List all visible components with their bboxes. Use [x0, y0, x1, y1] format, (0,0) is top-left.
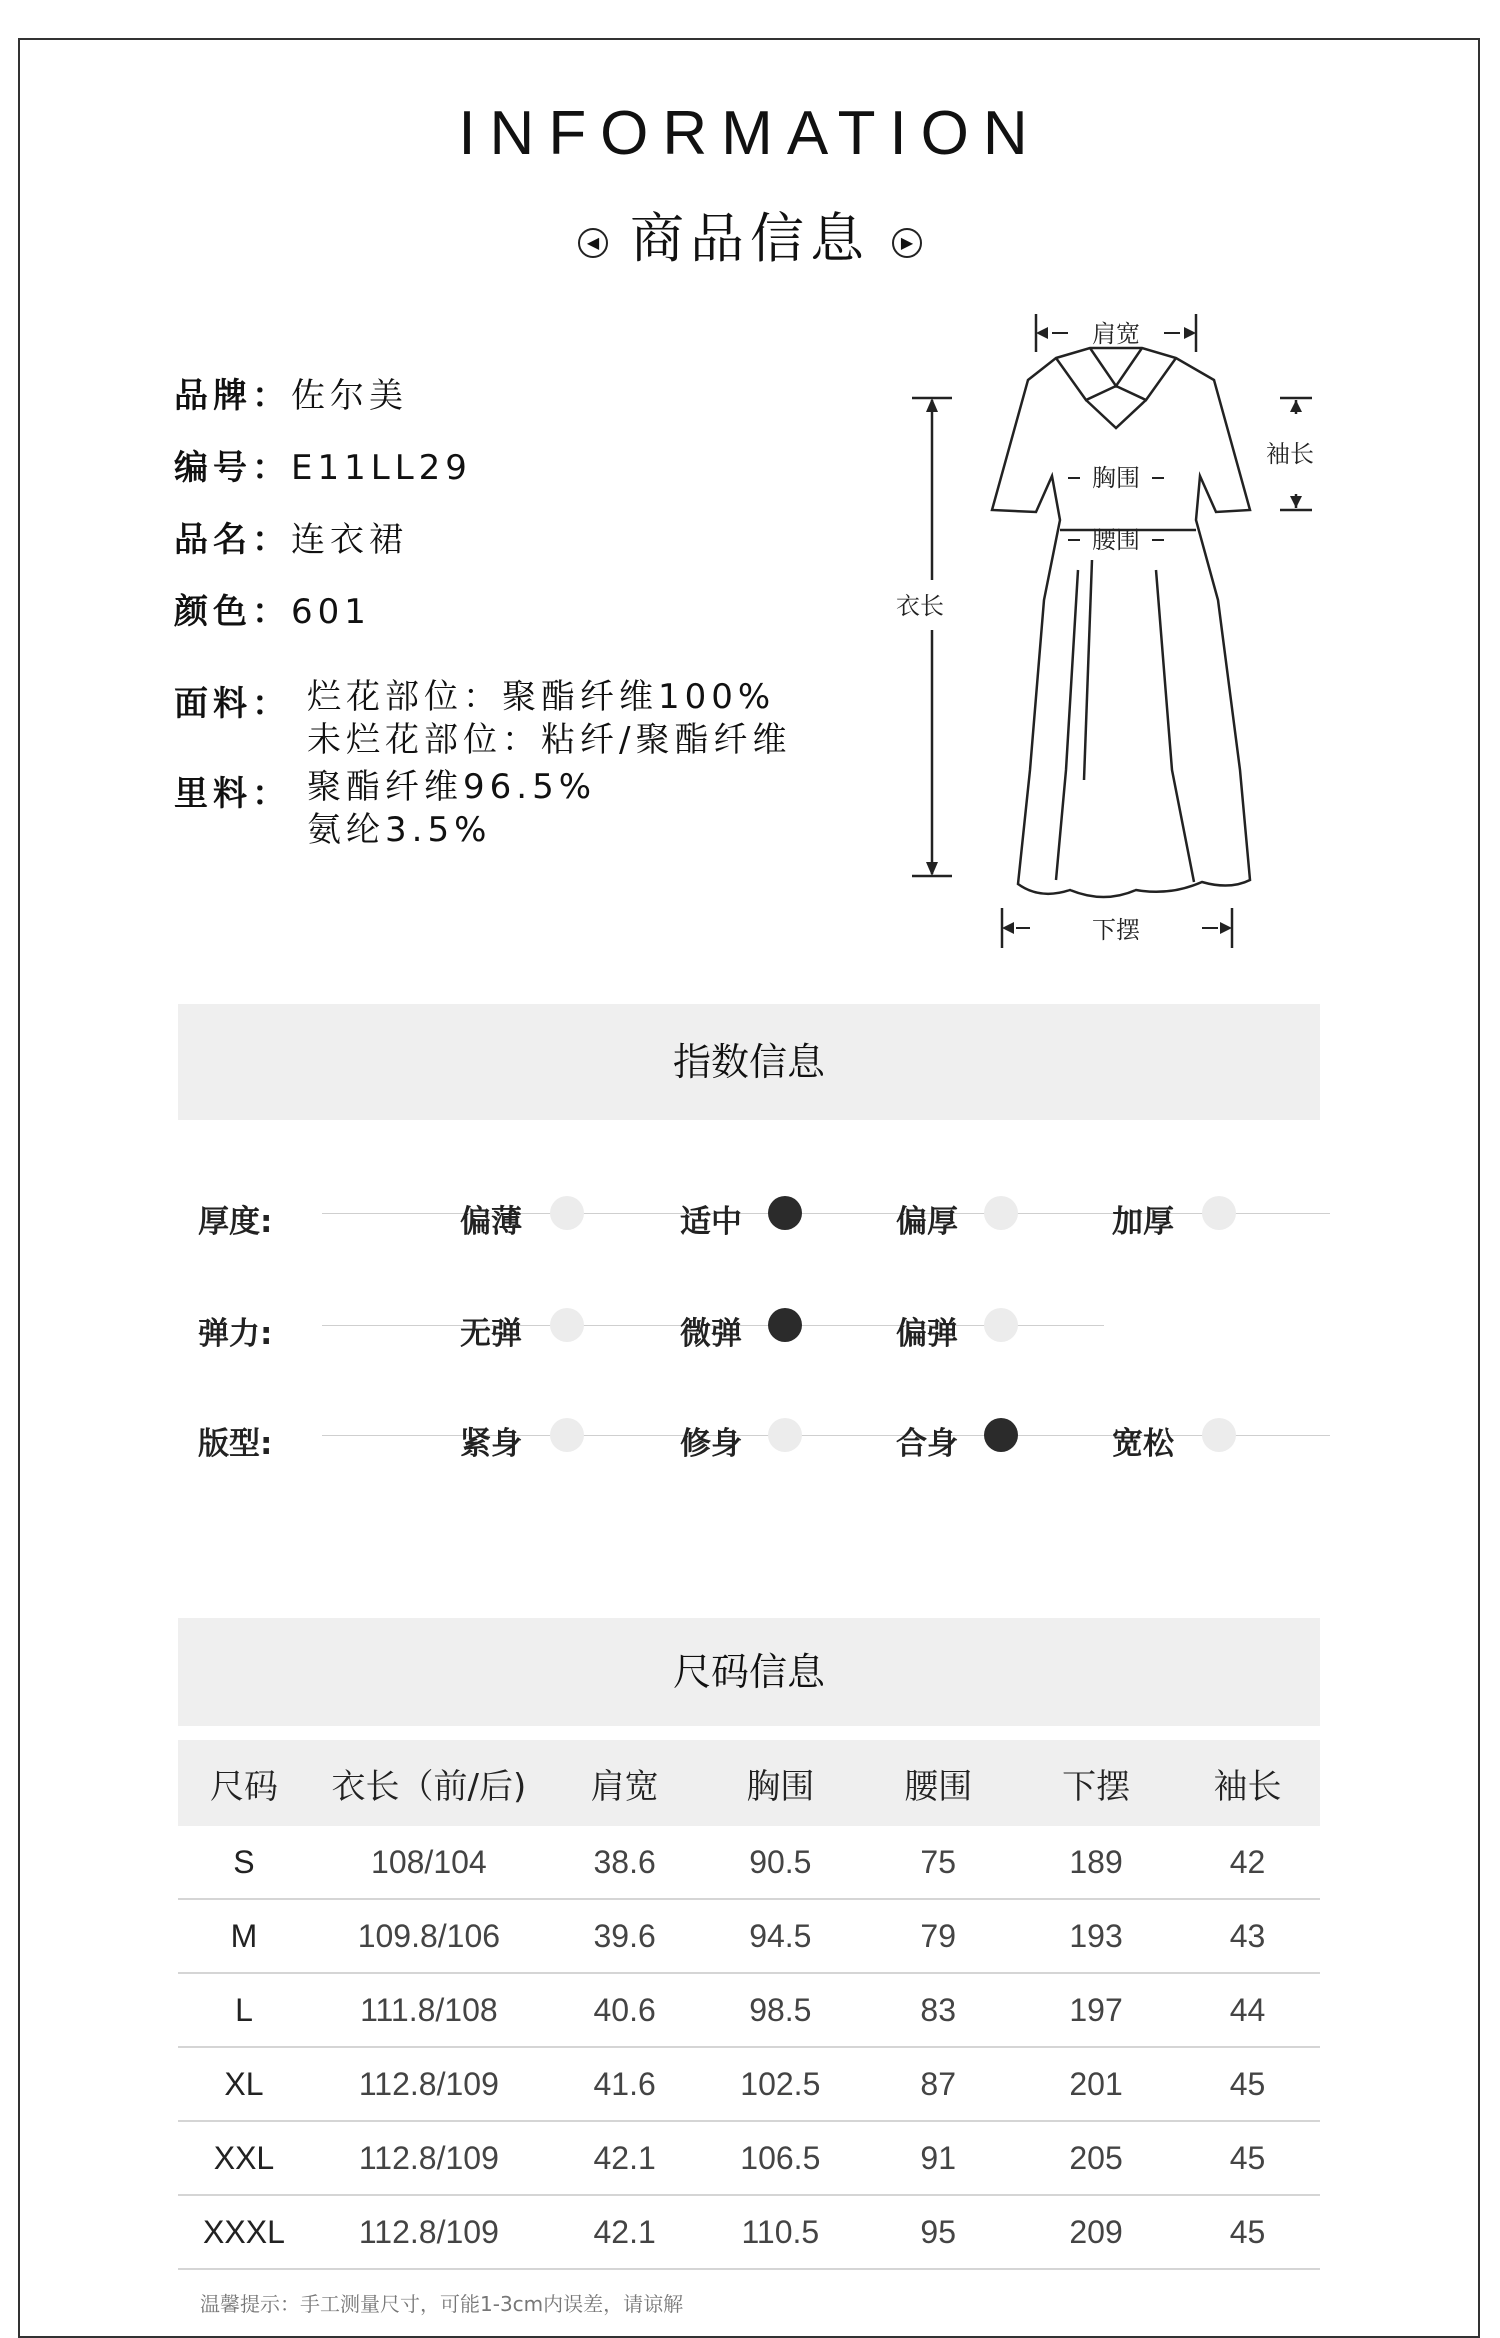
brand-label: 品牌： — [174, 376, 291, 416]
name-label: 品名： — [174, 520, 291, 560]
table-row — [178, 2047, 1320, 2121]
table-cell: 110.5 — [701, 2195, 859, 2269]
size-section-title: 尺码信息 — [178, 1618, 1320, 1726]
table-cell: 90.5 — [701, 1826, 859, 1899]
color-label: 颜色： — [174, 592, 291, 632]
scale-dot[interactable] — [1202, 1196, 1236, 1230]
table-cell: 112.8/109 — [310, 2195, 548, 2269]
code-value: E11LL29 — [291, 448, 472, 488]
column-header: 肩宽 — [548, 1740, 702, 1826]
sleeve-label: 袖长 — [1266, 440, 1314, 468]
fabric-line: 烂花部位：聚酯纤维100% — [307, 677, 776, 717]
scale-option: 偏薄 — [460, 1204, 522, 1240]
table-cell: 201 — [1017, 2047, 1175, 2121]
left-arrow-icon: ◀ — [578, 228, 608, 258]
table-cell: 95 — [859, 2195, 1017, 2269]
table-row — [178, 2195, 1320, 2269]
scale-option: 偏弹 — [896, 1316, 958, 1352]
name-value: 连衣裙 — [291, 520, 408, 560]
table-cell: 79 — [859, 1899, 1017, 1973]
table-cell: 83 — [859, 1973, 1017, 2047]
table-row — [178, 1826, 1320, 1899]
color-value: 601 — [291, 592, 371, 632]
column-header: 下摆 — [1017, 1740, 1175, 1826]
table-cell: 43 — [1175, 1899, 1320, 1973]
scale-option: 紧身 — [460, 1426, 522, 1462]
column-header: 胸围 — [701, 1740, 859, 1826]
elasticity-label: 弹力: — [198, 1316, 273, 1352]
fit-row — [198, 1410, 1328, 1460]
table-cell: 39.6 — [548, 1899, 702, 1973]
scale-option: 微弹 — [680, 1316, 742, 1352]
scale-dot[interactable] — [984, 1196, 1018, 1230]
table-cell: 189 — [1017, 1826, 1175, 1899]
table-cell: 112.8/109 — [310, 2121, 548, 2195]
table-row — [178, 1899, 1320, 1973]
scale-option: 合身 — [896, 1426, 958, 1462]
table-cell: 109.8/106 — [310, 1899, 548, 1973]
scale-dot[interactable] — [550, 1196, 584, 1230]
size-cell: XXL — [178, 2121, 310, 2195]
table-cell: 98.5 — [701, 1973, 859, 2047]
right-arrow-icon: ▶ — [892, 228, 922, 258]
table-header-row — [178, 1740, 1320, 1826]
brand-value: 佐尔美 — [291, 376, 408, 416]
scale-dot-selected[interactable] — [984, 1418, 1018, 1452]
size-cell: XXXL — [178, 2195, 310, 2269]
table-cell: 205 — [1017, 2121, 1175, 2195]
scale-dot-selected[interactable] — [768, 1196, 802, 1230]
table-cell: 38.6 — [548, 1826, 702, 1899]
table-cell: 91 — [859, 2121, 1017, 2195]
measurement-note: 温馨提示：手工测量尺寸，可能1-3cm内误差，请谅解 — [200, 2292, 684, 2316]
column-header: 衣长（前/后) — [310, 1740, 548, 1826]
size-cell: L — [178, 1973, 310, 2047]
table-cell: 87 — [859, 2047, 1017, 2121]
thickness-row — [198, 1188, 1328, 1238]
table-cell: 197 — [1017, 1973, 1175, 2047]
index-section-title: 指数信息 — [178, 1004, 1320, 1120]
table-cell: 75 — [859, 1826, 1017, 1899]
table-cell: 108/104 — [310, 1826, 548, 1899]
dress-measurement-diagram — [880, 300, 1320, 960]
waist-label: 腰围 — [1092, 526, 1140, 554]
size-cell: S — [178, 1826, 310, 1899]
table-row — [178, 1973, 1320, 2047]
scale-dot[interactable] — [984, 1308, 1018, 1342]
length-label: 衣长 — [896, 592, 944, 620]
scale-option: 适中 — [680, 1204, 742, 1240]
thickness-label: 厚度: — [198, 1204, 273, 1240]
page-title: INFORMATION — [458, 99, 1042, 168]
code-label: 编号： — [174, 448, 291, 488]
lining-line: 氨纶3.5% — [307, 810, 492, 850]
subtitle-text: 商品信息 — [630, 207, 870, 270]
table-cell: 42.1 — [548, 2195, 702, 2269]
table-cell: 193 — [1017, 1899, 1175, 1973]
fabric-label: 面料： — [174, 684, 291, 724]
scale-dot-selected[interactable] — [768, 1308, 802, 1342]
scale-option: 偏厚 — [896, 1204, 958, 1240]
table-cell: 44 — [1175, 1973, 1320, 2047]
fit-label: 版型: — [198, 1426, 273, 1462]
table-cell: 102.5 — [701, 2047, 859, 2121]
column-header: 腰围 — [859, 1740, 1017, 1826]
chest-label: 胸围 — [1092, 464, 1140, 492]
table-cell: 112.8/109 — [310, 2047, 548, 2121]
elasticity-row — [198, 1300, 1328, 1350]
scale-option: 宽松 — [1112, 1426, 1174, 1462]
color-row — [174, 584, 371, 633]
column-header: 尺码 — [178, 1740, 310, 1826]
size-cell: M — [178, 1899, 310, 1973]
name-row — [174, 512, 408, 561]
size-cell: XL — [178, 2047, 310, 2121]
table-cell: 45 — [1175, 2195, 1320, 2269]
scale-dot[interactable] — [768, 1418, 802, 1452]
table-row — [178, 2121, 1320, 2195]
brand-row — [174, 368, 408, 417]
scale-option: 无弹 — [460, 1316, 522, 1352]
page-subtitle — [0, 196, 1500, 273]
scale-dot[interactable] — [1202, 1418, 1236, 1452]
scale-option: 修身 — [680, 1426, 742, 1462]
table-cell: 106.5 — [701, 2121, 859, 2195]
column-header: 袖长 — [1175, 1740, 1320, 1826]
table-cell: 111.8/108 — [310, 1973, 548, 2047]
table-cell: 45 — [1175, 2121, 1320, 2195]
lining-line: 聚酯纤维96.5% — [307, 767, 597, 807]
scale-dot[interactable] — [550, 1418, 584, 1452]
lining-label: 里料： — [174, 774, 291, 814]
table-cell: 209 — [1017, 2195, 1175, 2269]
table-cell: 42.1 — [548, 2121, 702, 2195]
table-cell: 41.6 — [548, 2047, 702, 2121]
table-cell: 94.5 — [701, 1899, 859, 1973]
scale-dot[interactable] — [550, 1308, 584, 1342]
table-cell: 45 — [1175, 2047, 1320, 2121]
table-cell: 42 — [1175, 1826, 1320, 1899]
shoulder-label: 肩宽 — [1092, 320, 1140, 348]
size-table — [178, 1740, 1320, 2270]
fabric-line: 未烂花部位：粘纤/聚酯纤维 — [307, 720, 792, 760]
code-row — [174, 440, 472, 489]
hem-label: 下摆 — [1092, 916, 1140, 944]
table-cell: 40.6 — [548, 1973, 702, 2047]
scale-option: 加厚 — [1112, 1204, 1174, 1240]
